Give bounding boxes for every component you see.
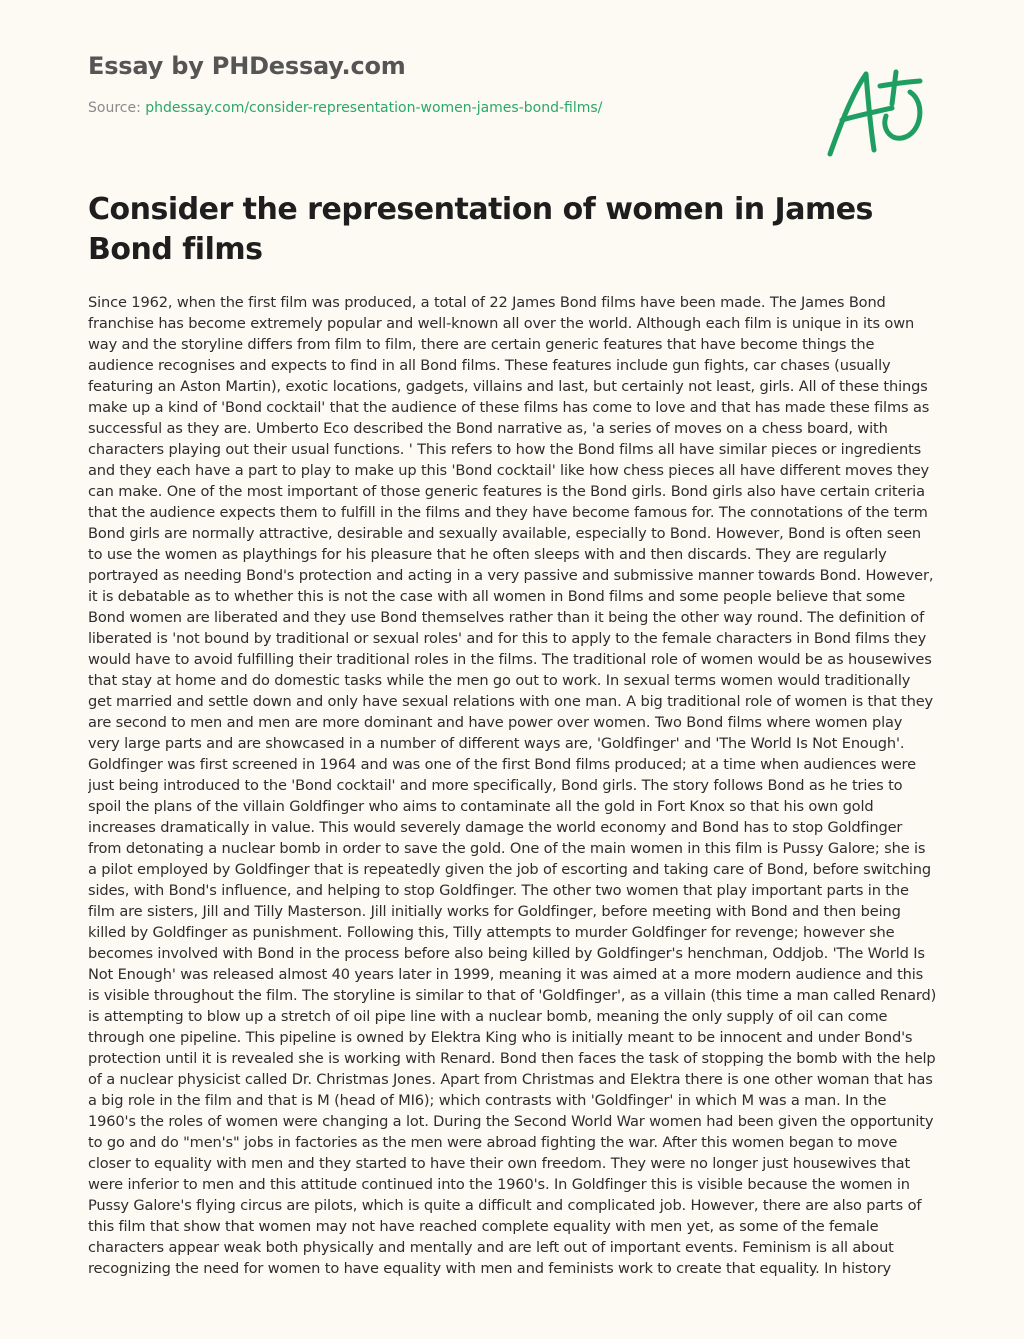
a-plus-logo xyxy=(822,64,932,160)
source-line xyxy=(88,98,688,118)
article-body xyxy=(88,292,938,1292)
page-title: Consider the representation of women in James Bond films xyxy=(88,192,873,267)
site-brand: Essay by PHDessay.com xyxy=(88,52,406,80)
a-plus-logo-graphic xyxy=(822,64,932,160)
source-link[interactable]: phdessay.com/consider-representation-women-james-bond-films/ xyxy=(145,100,603,116)
page-header xyxy=(88,50,688,118)
article-paragraph: Since 1962, when the first film was produced, a total of 22 James Bond films have been made. The James Bond franchise has become extremely popular and well-known all over the world. Although each film is unique in its own way and the storyline differs from film to film, there are certain generic features that have become things the audience recognises and expects to find in all Bond films. These features include gun fights, car chases (usually featuring an Aston Martin), exotic locations, gadgets, villains and last, but certainly not least, girls. All of these things make up a kind of 'Bond cocktail' that the audience of these films has come to love and that has made these films as successful as they are. Umberto Eco described the Bond narrative as, 'a series of moves on a chess board, with characters playing out their usual functions. ' This refers to how the Bond films all have similar pieces or ingredients and they each have a part to play to make up this 'Bond cocktail' like how chess pieces all have different moves they can make. One of the most important of those generic features is the Bond girls. Bond girls also have certain criteria that the audience expects them to fulfill in the films and they have become famous for. The connotations of the term Bond girls are normally attractive, desirable and sexually available, especially to Bond. However, Bond is often seen to use the women as playthings for his pleasure that he often sleeps with and then discards. They are regularly portrayed as needing Bond's protection and acting in a very passive and submissive manner towards Bond. However, it is debatable as to whether this is not the case with all women in Bond films and some people believe that some Bond women are liberated and they use Bond themselves rather than it being the other way round. The definition of liberated is 'not bound by traditional or sexual roles' and for this to apply to the female characters in Bond films they would have to avoid fulfilling their traditional roles in the films. The traditional role of women would be as housewives that stay at home and do domestic tasks while the men go out to work. In sexual terms women would traditionally get married and settle down and only have sexual relations with one man. A big traditional role of women is that they are second to men and men are more dominant and have power over women. Two Bond films where women play very large parts and are showcased in a number of different ways are, 'Goldfinger' and 'The World Is Not Enough'. Goldfinger was first screened in 1964 and was one of the first Bond films produced; at a time when audiences were just being introduced to the 'Bond cocktail' and more specifically, Bond girls. The story follows Bond as he tries to spoil the plans of the villain Goldfinger who aims to contaminate all the gold in Fort Knox so that his own gold increases dramatically in value. This would severely damage the world economy and Bond has to stop Goldfinger from detonating a nuclear bomb in order to save the gold. One of the main women in this film is Pussy Galore; she is a pilot employed by Goldfinger that is repeatedly given the job of escorting and taking care of Bond, before switching sides, with Bond's influence, and helping to stop Goldfinger. The other two women that play important parts in the film are sisters, Jill and Tilly Masterson. Jill initially works for Goldfinger, before meeting with Bond and then being killed by Goldfinger as punishment. Following this, Tilly attempts to murder Goldfinger for revenge; however she becomes involved with Bond in the process before also being killed by Goldfinger's henchman, Oddjob. 'The World Is Not Enough' was released almost 40 years later in 1999, meaning it was aimed at a more modern audience and this is visible throughout the film. The storyline is similar to that of 'Goldfinger', as a villain (this time a man called Renard) is attempting to blow up a stretch of oil pipe line with a nuclear bomb, meaning the only supply of oil can come through one pipeline. This pipeline is owned by Elektra King who is initially meant to be innocent and under Bond's protection until it is revealed she is working with Renard. Bond then faces the task of stopping the bomb with the help of a nuclear physicist called Dr. Christmas Jones. Apart from Christmas and Elektra there is one other woman that has a big role in the film and that is M (head of MI6); which contrasts with 'Goldfinger' in which M was a man. In the 1960's the roles of women were changing a lot. During the Second World War women had been given the opportunity to go and do "men's" jobs in factories as the men were abroad fighting the war. After this women began to move closer to equality with men and they started to have their own freedom. They were no longer just housewives that were inferior to men and this attitude continued into the 1960's. In Goldfinger this is visible because the women in Pussy Galore's flying circus are pilots, which is quite a difficult and complicated job. However, there are also parts of this film that show that women may not have reached complete equality with men yet, as some of the female characters appear weak both physically and mentally and are left out of important events. Feminism is all about recognizing the need for women to have equality with men and feminists work to create that equality. In history xyxy=(88,294,937,1277)
source-label: Source: xyxy=(88,100,146,116)
